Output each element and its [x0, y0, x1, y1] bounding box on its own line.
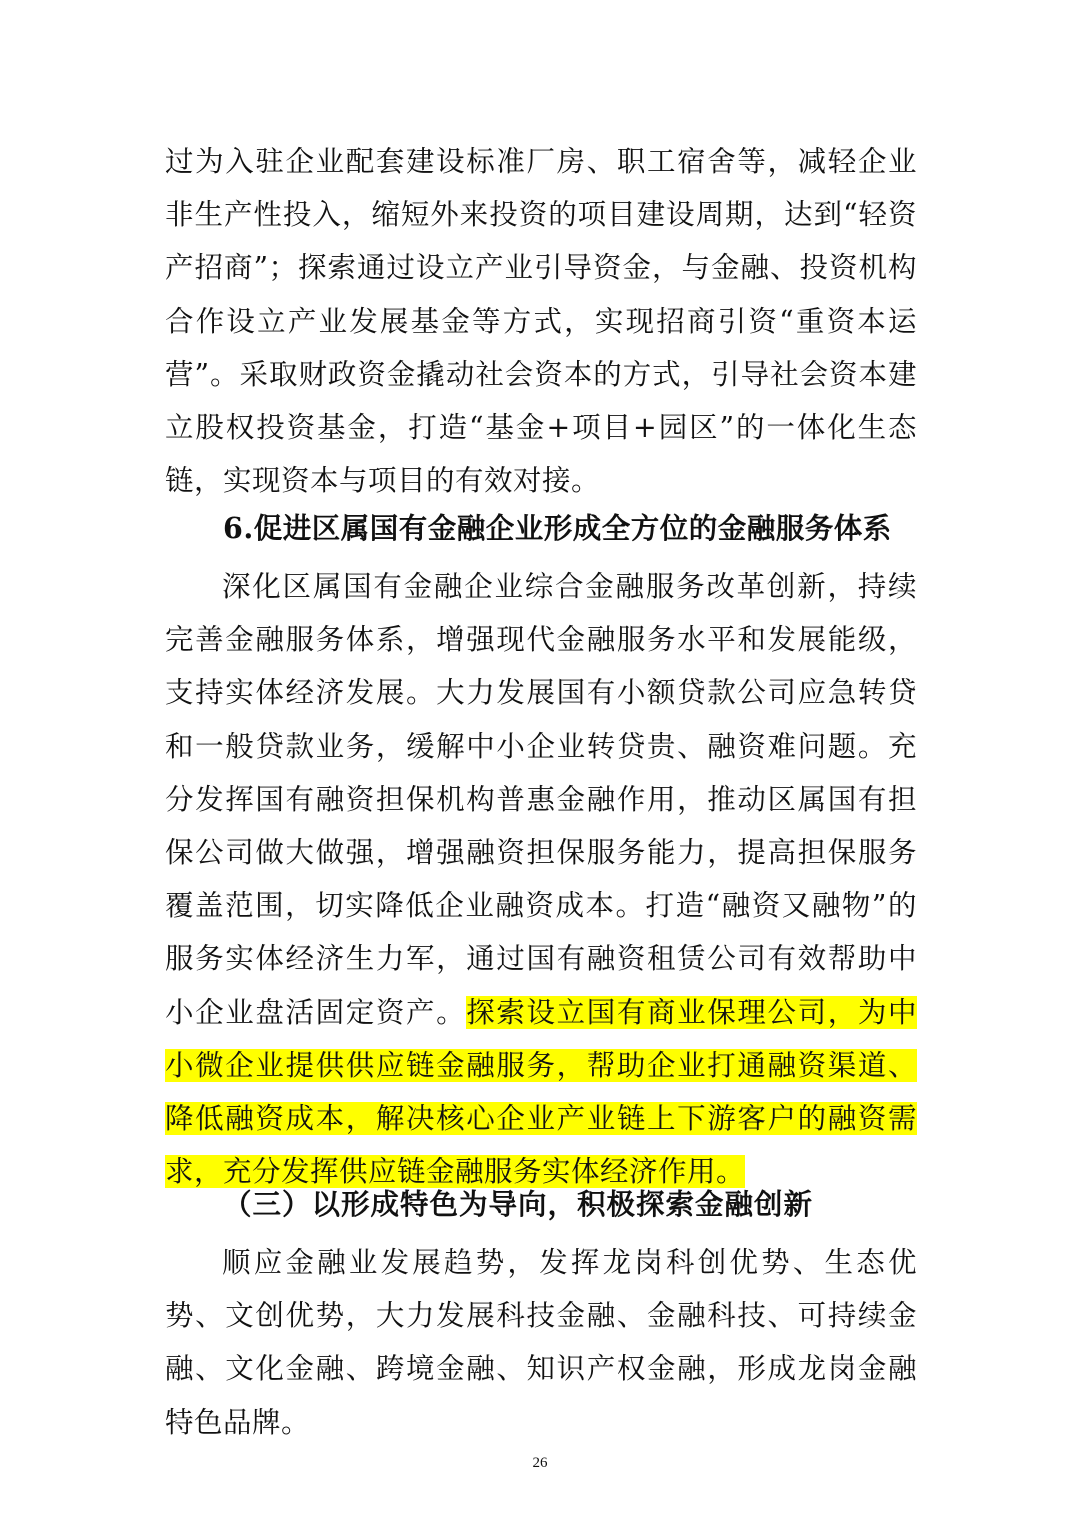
body-paragraph-3: 顺应金融业发展趋势，发挥龙岗科创优势、生态优势、文创优势，大力发展科技金融、金融科技、可持续金融、文化金融、跨境金融、知识产权金融，形成龙岗金融特色品牌。 [165, 1246, 917, 1439]
page-number: 26 [532, 1455, 548, 1471]
section-heading-3: （三）以形成特色为导向，积极探索金融创新 [223, 1187, 814, 1221]
body-paragraph-1: 过为入驻企业配套建设标准厂房、职工宿舍等，减轻企业非生产性投入，缩短外来投资的项目建设周期，达到“轻资产招商”；探索通过设立产业引导资金，与金融、投资机构合作设立产业发展基金等方式，实现招商引资“重资本运营”。采取财政资金撬动社会资本的方式，引导社会资本建立股权投资基金，打造“基金+项目+园区”的一体化生态链，实现资本与项目的有效对接。 [165, 145, 917, 498]
highlighted-text: 探索设立国有商业保理公司，为中小微企业提供供应链金融服务，帮助企业打通融资渠道、降低融资成本，解决核心企业产业链上下游客户的融资需求，充分发挥供应链金融服务实体经济作用。 [165, 995, 917, 1189]
section-heading-6: 6.促进区属国有金融企业形成全方位的金融服务体系 [223, 511, 892, 545]
body-paragraph-2-text: 深化区属国有金融企业综合金融服务改革创新，持续完善金融服务体系，增强现代金融服务水平和发展能级，支持实体经济发展。大力发展国有小额贷款公司应急转贷和一般贷款业务，缓解中小企业转贷贵、融资难问题。充分发挥国有融资担保机构普惠金融作用，推动区属国有担保公司做大做强，增强融资担保服务能力，提高担保服务覆盖范围，切实降低企业融资成本。打造“融资又融物”的服务实体经济生力军，通过国有融资租赁公司有效帮助中小企业盘活固定资产。 [165, 570, 917, 1029]
body-paragraph-2 [165, 560, 917, 1198]
